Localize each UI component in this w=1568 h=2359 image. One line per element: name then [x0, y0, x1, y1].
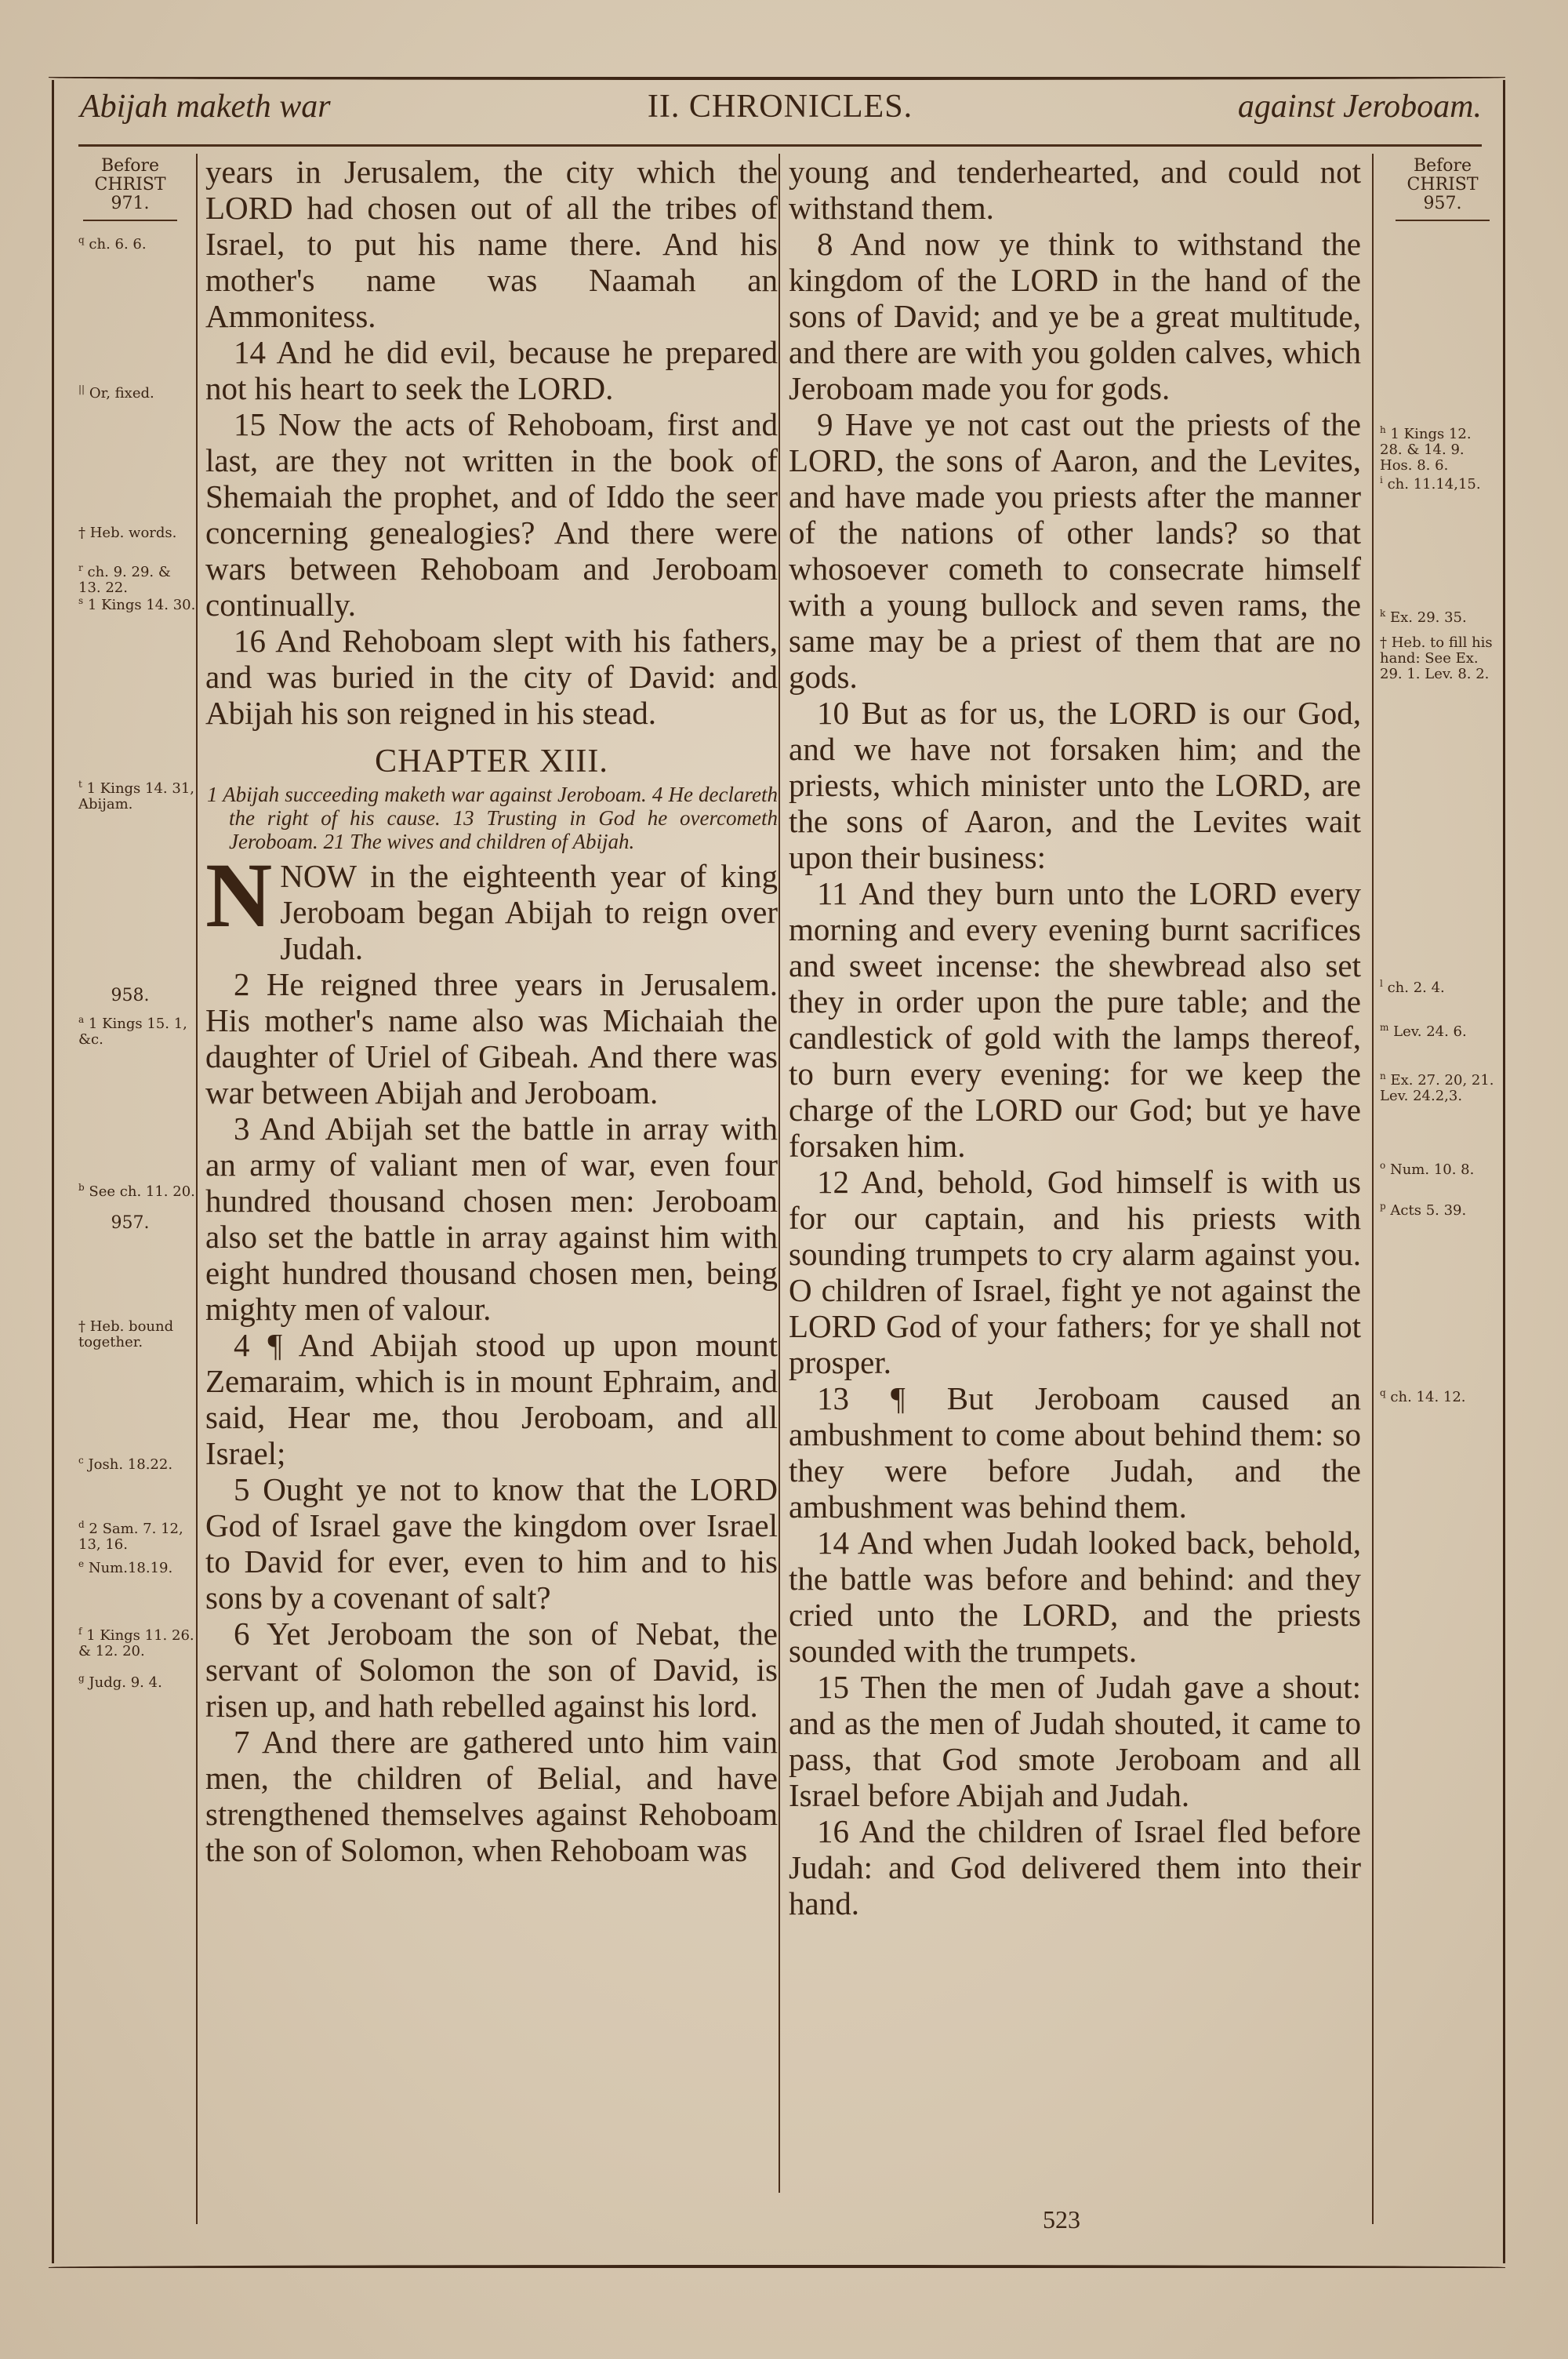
- margin-note: $^m$ Lev. 24. 6.: [1380, 1022, 1467, 1040]
- date-label: CHRIST: [94, 175, 166, 194]
- date-rule: [83, 220, 177, 221]
- verse-12-14: 14 And he did evil, because he prepared not his heart to seek the LORD.: [205, 334, 778, 406]
- verse-13-8: 8 And now ye think to withstand the kingdom of the LORD in the hand of the sons of David; and ye be a great multitude, and there are with you golden calves, which Jeroboam made you for gods.: [789, 226, 1361, 406]
- column-rule-center: [779, 154, 780, 2193]
- verse-13-7: 7 And there are gathered unto him vain men, the children of Belial, and have strengthened themselves against Rehoboam the son of Solomon, when Rehoboam was: [205, 1724, 778, 1868]
- chapter-title: CHAPTER XIII.: [375, 743, 608, 780]
- margin-right-references: [1377, 157, 1508, 2227]
- verse-13-2: 2 He reigned three years in Jerusalem. His mother's name also was Michaiah the daughter of Uriel of Gibeah. And there was war between Abijah and Jeroboam.: [205, 966, 778, 1110]
- verse-13-3: 3 And Abijah set the battle in array with an army of valiant men of war, even four hundred thousand chosen men: Jeroboam also set the battle in array against him with eight hundred thousand chosen men, being mighty men of valour.: [205, 1110, 778, 1327]
- chapter-opening: [205, 844, 778, 966]
- running-head-right: against Jeroboam.: [1237, 89, 1482, 125]
- margin-note: $^i$ ch. 11.14,15.: [1380, 474, 1481, 493]
- date-year: 971.: [111, 194, 150, 213]
- margin-date: 958.: [111, 986, 150, 1005]
- verse-12-16: 16 And Rehoboam slept with his fathers, and was buried in the city of David: and Abijah his son reigned in his stead.: [205, 623, 778, 731]
- margin-date: 957.: [111, 1213, 150, 1233]
- margin-note: $^f$ 1 Kings 11. 26. & 12. 20.: [78, 1626, 194, 1659]
- margin-note: $^o$ Num. 10. 8.: [1380, 1160, 1475, 1178]
- margin-note: † Heb. to fill his hand: See Ex. 29. 1. Lev. 8. 2.: [1380, 634, 1493, 682]
- page-border-bottom: [49, 2265, 1505, 2268]
- book-title: II. CHRONICLES.: [647, 89, 913, 125]
- margin-note: $^g$ Judg. 9. 4.: [78, 1673, 162, 1691]
- verse-13-9: 9 Have ye not cast out the priests of the LORD, the sons of Aaron, and the Levites, and have made you priests after the manner of the nations of other lands? so that whosoever cometh to consecrate himself with a young bullock and seven rams, the same may be a priest of them that are no gods.: [789, 406, 1361, 695]
- verse-12-15: 15 Now the acts of Rehoboam, first and last, are they not written in the book of Shemaiah the prophet, and of Iddo the seer concerning genealogies? And there were wars between Rehoboam and Jeroboam continually.: [205, 406, 778, 623]
- date-year: 957.: [1423, 194, 1462, 213]
- margin-note: † Heb. words.: [78, 525, 177, 541]
- margin-note: $^h$ 1 Kings 12. 28. & 14. 9. Hos. 8. 6.: [1380, 424, 1472, 474]
- margin-left-references: [64, 157, 196, 2227]
- verse-13-15: 15 Then the men of Judah gave a shout: and as the men of Judah shouted, it came to pass, that God smote Jeroboam and all Israel before Abijah and Judah.: [789, 1669, 1361, 1813]
- verse-13-7-cont: young and tenderhearted, and could not withstand them.: [789, 154, 1361, 226]
- margin-note: $^k$ Ex. 29. 35.: [1380, 608, 1467, 626]
- column-rule-right: [1372, 154, 1374, 2224]
- margin-note: $^q$ ch. 14. 12.: [1380, 1387, 1466, 1405]
- margin-note: $^a$ 1 Kings 15. 1, &c.: [78, 1014, 187, 1048]
- verse-13-1: NOW in the eighteenth year of king Jeroboam began Abijah to reign over Judah.: [280, 858, 778, 966]
- running-head: [78, 88, 1482, 135]
- verse-13-12: 12 And, behold, God himself is with us for our captain, and his priests with sounding trumpets to cry alarm against you. O children of Israel, fight ye not against the LORD God of your fathers; for ye shall not prosper.: [789, 1164, 1361, 1380]
- header-rule: [78, 144, 1482, 147]
- verse-13-10: 10 But as for us, the LORD is our God, and we have not forsaken him; and the priests, which minister unto the LORD, are the sons of Aaron, and the Levites wait upon their business:: [789, 695, 1361, 875]
- verse-13-14: 14 And when Judah looked back, behold, the battle was before and behind: and they cried unto the LORD, and the priests sounded with the trumpets.: [789, 1525, 1361, 1669]
- verse-13-4: 4 ¶ And Abijah stood up upon mount Zemaraim, which is in mount Ephraim, and said, Hear me, thou Jeroboam, and all Israel;: [205, 1327, 778, 1471]
- margin-note: $^s$ 1 Kings 14. 30.: [78, 595, 196, 613]
- text-column-right: [789, 154, 1361, 1921]
- margin-note: $^b$ See ch. 11. 20.: [78, 1182, 195, 1200]
- margin-note: $^e$ Num.18.19.: [78, 1558, 173, 1576]
- verse-13-13: 13 ¶ But Jeroboam caused an ambushment to come about behind them: so they were before Judah, and the ambushment was behind them.: [789, 1380, 1361, 1525]
- page-number: 523: [1043, 2205, 1080, 2234]
- running-head-left: Abijah maketh war: [80, 89, 331, 125]
- margin-note: $^c$ Josh. 18.22.: [78, 1455, 173, 1473]
- margin-note: $^l$ ch. 2. 4.: [1380, 978, 1445, 996]
- date-header-left: [64, 157, 196, 221]
- date-rule: [1396, 220, 1490, 221]
- verse-12-13-cont: years in Jerusalem, the city which the LORD had chosen out of all the tribes of Israel, to put his name there. And his mother's name was Naamah an Ammonitess.: [205, 154, 778, 334]
- column-rule-left: [196, 154, 198, 2224]
- verse-13-16: 16 And the children of Israel fled before Judah: and God delivered them into their hand.: [789, 1813, 1361, 1921]
- margin-note: $^d$ 2 Sam. 7. 12, 13, 16.: [78, 1519, 183, 1553]
- margin-note: † Heb. bound together.: [78, 1318, 174, 1350]
- margin-note: $^p$ Acts 5. 39.: [1380, 1201, 1467, 1219]
- verse-13-5: 5 Ought ye not to know that the LORD God of Israel gave the kingdom over Israel to David for ever, even to him and to his sons by a covenant of salt?: [205, 1471, 778, 1616]
- date-label: CHRIST: [1406, 175, 1479, 194]
- verse-13-6: 6 Yet Jeroboam the son of Nebat, the servant of Solomon the son of David, is risen up, and hath rebelled against his lord.: [205, 1616, 778, 1724]
- verse-13-11: 11 And they burn unto the LORD every morning and every evening burnt sacrifices and sweet incense: the shewbread also set they in order upon the pure table; and the candlestick of gold with the lamps thereof, to burn every evening: for we keep the charge of the LORD our God; but ye have forsaken him.: [789, 875, 1361, 1164]
- date-header-right: [1377, 157, 1508, 221]
- text-column-left: [205, 154, 778, 1868]
- chapter-summary: 1 Abijah succeeding maketh war against Jeroboam. 4 He declareth the right of his cause. 13 Trusting in God he overcometh Jeroboam. 21 The wives and children of Abijah.: [207, 783, 778, 853]
- margin-note: $^t$ 1 Kings 14. 31, Abijam.: [78, 779, 194, 812]
- margin-note: $^r$ ch. 9. 29. & 13. 22.: [78, 562, 171, 596]
- drop-cap: N: [205, 844, 273, 947]
- margin-note: || Or, fixed.: [78, 383, 154, 402]
- margin-note: $^n$ Ex. 27. 20, 21. Lev. 24.2,3.: [1380, 1070, 1494, 1104]
- margin-note: $^q$ ch. 6. 6.: [78, 234, 147, 253]
- date-label: Before: [100, 156, 160, 176]
- date-label: Before: [1413, 156, 1472, 176]
